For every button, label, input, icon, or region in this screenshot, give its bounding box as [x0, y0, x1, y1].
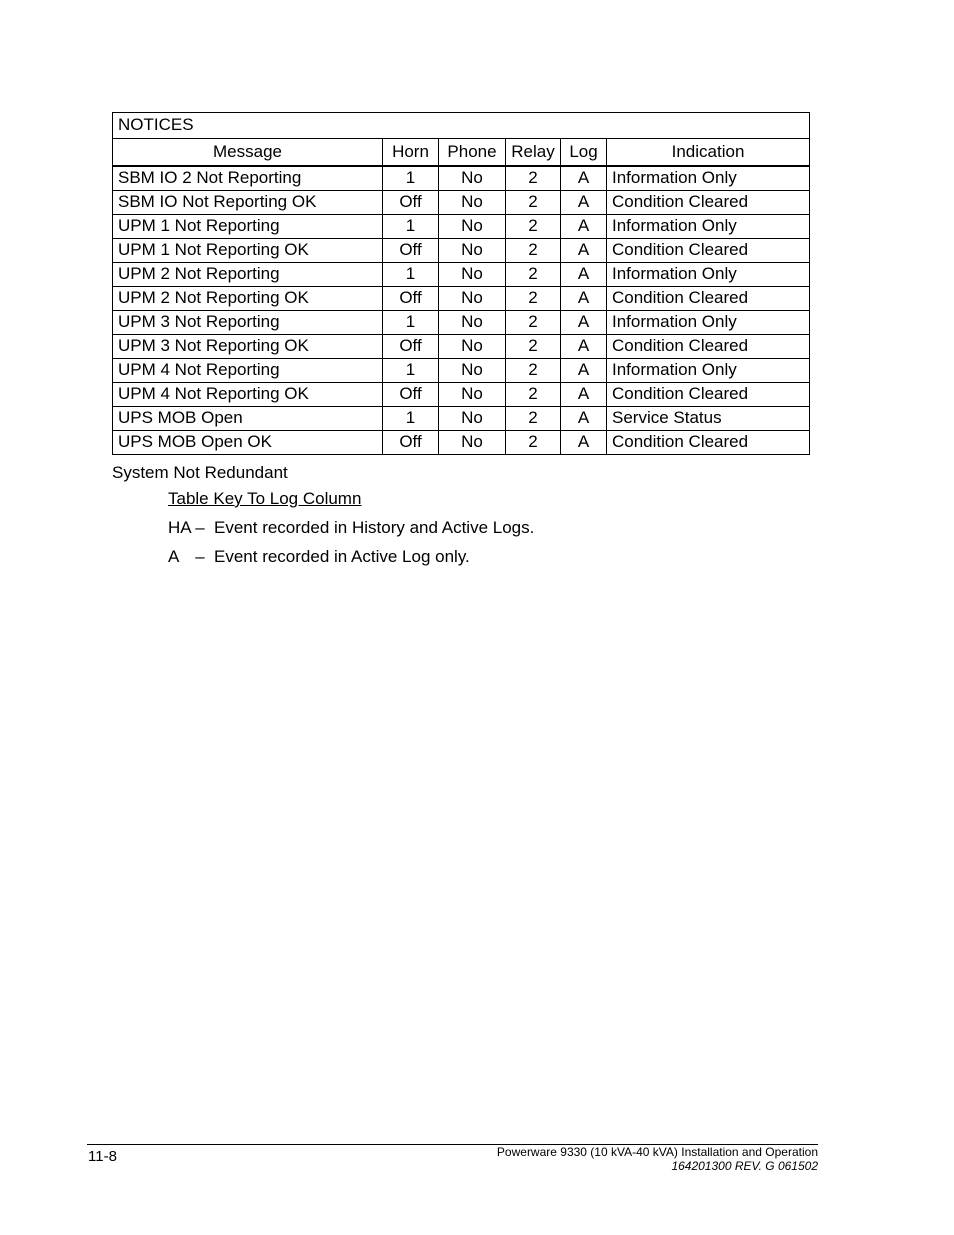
- log-cell: A: [561, 215, 607, 239]
- horn-cell: 1: [383, 215, 439, 239]
- table-row: [113, 407, 810, 431]
- message-cell: UPM 3 Not Reporting: [113, 311, 383, 335]
- relay-cell: 2: [506, 215, 561, 239]
- indication-cell: Condition Cleared: [607, 239, 810, 263]
- page-number: 11-8: [88, 1148, 117, 1165]
- log-cell: A: [561, 407, 607, 431]
- table-row: [113, 215, 810, 239]
- indication-cell: Condition Cleared: [607, 383, 810, 407]
- message-cell: SBM IO 2 Not Reporting: [113, 166, 383, 191]
- horn-cell: 1: [383, 166, 439, 191]
- horn-cell: Off: [383, 239, 439, 263]
- table-row: [113, 166, 810, 191]
- message-cell: UPM 3 Not Reporting OK: [113, 335, 383, 359]
- relay-cell: 2: [506, 287, 561, 311]
- indication-cell: Information Only: [607, 359, 810, 383]
- message-cell: SBM IO Not Reporting OK: [113, 191, 383, 215]
- table-row: [113, 431, 810, 455]
- log-cell: A: [561, 383, 607, 407]
- relay-cell: 2: [506, 359, 561, 383]
- horn-cell: 1: [383, 311, 439, 335]
- indication-cell: Service Status: [607, 407, 810, 431]
- horn-cell: 1: [383, 263, 439, 287]
- log-cell: A: [561, 166, 607, 191]
- log-key-text: Event recorded in Active Log only.: [214, 547, 470, 566]
- log-key-dash: –: [195, 518, 205, 537]
- indication-cell: Condition Cleared: [607, 335, 810, 359]
- relay-cell: 2: [506, 431, 561, 455]
- table-row: [113, 359, 810, 383]
- table-row: [113, 383, 810, 407]
- table-row: [113, 287, 810, 311]
- message-cell: UPS MOB Open: [113, 407, 383, 431]
- log-key-code: A: [168, 547, 180, 566]
- horn-cell: Off: [383, 335, 439, 359]
- log-cell: A: [561, 335, 607, 359]
- message-cell: UPM 1 Not Reporting OK: [113, 239, 383, 263]
- log-cell: A: [561, 191, 607, 215]
- indication-cell: Information Only: [607, 215, 810, 239]
- table-caption: NOTICES: [113, 113, 810, 139]
- phone-cell: No: [439, 383, 506, 407]
- phone-cell: No: [439, 431, 506, 455]
- message-cell: UPM 2 Not Reporting OK: [113, 287, 383, 311]
- header-message: Message: [113, 139, 383, 167]
- message-cell: UPM 1 Not Reporting: [113, 215, 383, 239]
- phone-cell: No: [439, 335, 506, 359]
- horn-cell: 1: [383, 359, 439, 383]
- log-cell: A: [561, 311, 607, 335]
- message-cell: UPM 4 Not Reporting: [113, 359, 383, 383]
- table-row: [113, 335, 810, 359]
- phone-cell: No: [439, 191, 506, 215]
- table-body: [113, 166, 810, 455]
- header-phone: Phone: [439, 139, 506, 167]
- header-relay: Relay: [506, 139, 561, 167]
- indication-cell: Condition Cleared: [607, 287, 810, 311]
- phone-cell: No: [439, 311, 506, 335]
- indication-cell: Condition Cleared: [607, 431, 810, 455]
- log-key-code: HA: [168, 518, 192, 537]
- header-indication: Indication: [607, 139, 810, 167]
- phone-cell: No: [439, 359, 506, 383]
- footer-doc-info: [497, 1145, 818, 1173]
- log-cell: A: [561, 287, 607, 311]
- log-key-entry-ha: [168, 518, 534, 538]
- relay-cell: 2: [506, 335, 561, 359]
- relay-cell: 2: [506, 191, 561, 215]
- phone-cell: No: [439, 166, 506, 191]
- notices-table: [112, 112, 810, 455]
- message-cell: UPM 4 Not Reporting OK: [113, 383, 383, 407]
- log-key-text: Event recorded in History and Active Logs.: [214, 518, 535, 537]
- phone-cell: No: [439, 239, 506, 263]
- log-key-dash: –: [195, 547, 205, 566]
- relay-cell: 2: [506, 239, 561, 263]
- message-cell: UPM 2 Not Reporting: [113, 263, 383, 287]
- indication-cell: Information Only: [607, 166, 810, 191]
- header-horn: Horn: [383, 139, 439, 167]
- relay-cell: 2: [506, 311, 561, 335]
- indication-cell: Information Only: [607, 311, 810, 335]
- log-key-entry-a: [168, 547, 470, 567]
- relay-cell: 2: [506, 263, 561, 287]
- horn-cell: Off: [383, 287, 439, 311]
- log-key-title: Table Key To Log Column: [168, 489, 362, 508]
- phone-cell: No: [439, 287, 506, 311]
- phone-cell: No: [439, 407, 506, 431]
- system-not-redundant-text: System Not Redundant: [112, 463, 288, 482]
- relay-cell: 2: [506, 407, 561, 431]
- footer-doc-title: Powerware 9330 (10 kVA-40 kVA) Installation and Operation: [496, 1145, 818, 1159]
- horn-cell: Off: [383, 191, 439, 215]
- header-log: Log: [561, 139, 607, 167]
- phone-cell: No: [439, 263, 506, 287]
- log-cell: A: [561, 359, 607, 383]
- relay-cell: 2: [506, 166, 561, 191]
- relay-cell: 2: [506, 383, 561, 407]
- log-cell: A: [561, 431, 607, 455]
- message-cell: UPS MOB Open OK: [113, 431, 383, 455]
- indication-cell: Condition Cleared: [607, 191, 810, 215]
- log-cell: A: [561, 263, 607, 287]
- horn-cell: Off: [383, 431, 439, 455]
- indication-cell: Information Only: [607, 263, 810, 287]
- table-row: [113, 191, 810, 215]
- table-row: [113, 263, 810, 287]
- horn-cell: 1: [383, 407, 439, 431]
- horn-cell: Off: [383, 383, 439, 407]
- footer-doc-number: 164201300 REV. G 061502: [671, 1159, 818, 1173]
- log-cell: A: [561, 239, 607, 263]
- table-row: [113, 239, 810, 263]
- phone-cell: No: [439, 215, 506, 239]
- table-row: [113, 311, 810, 335]
